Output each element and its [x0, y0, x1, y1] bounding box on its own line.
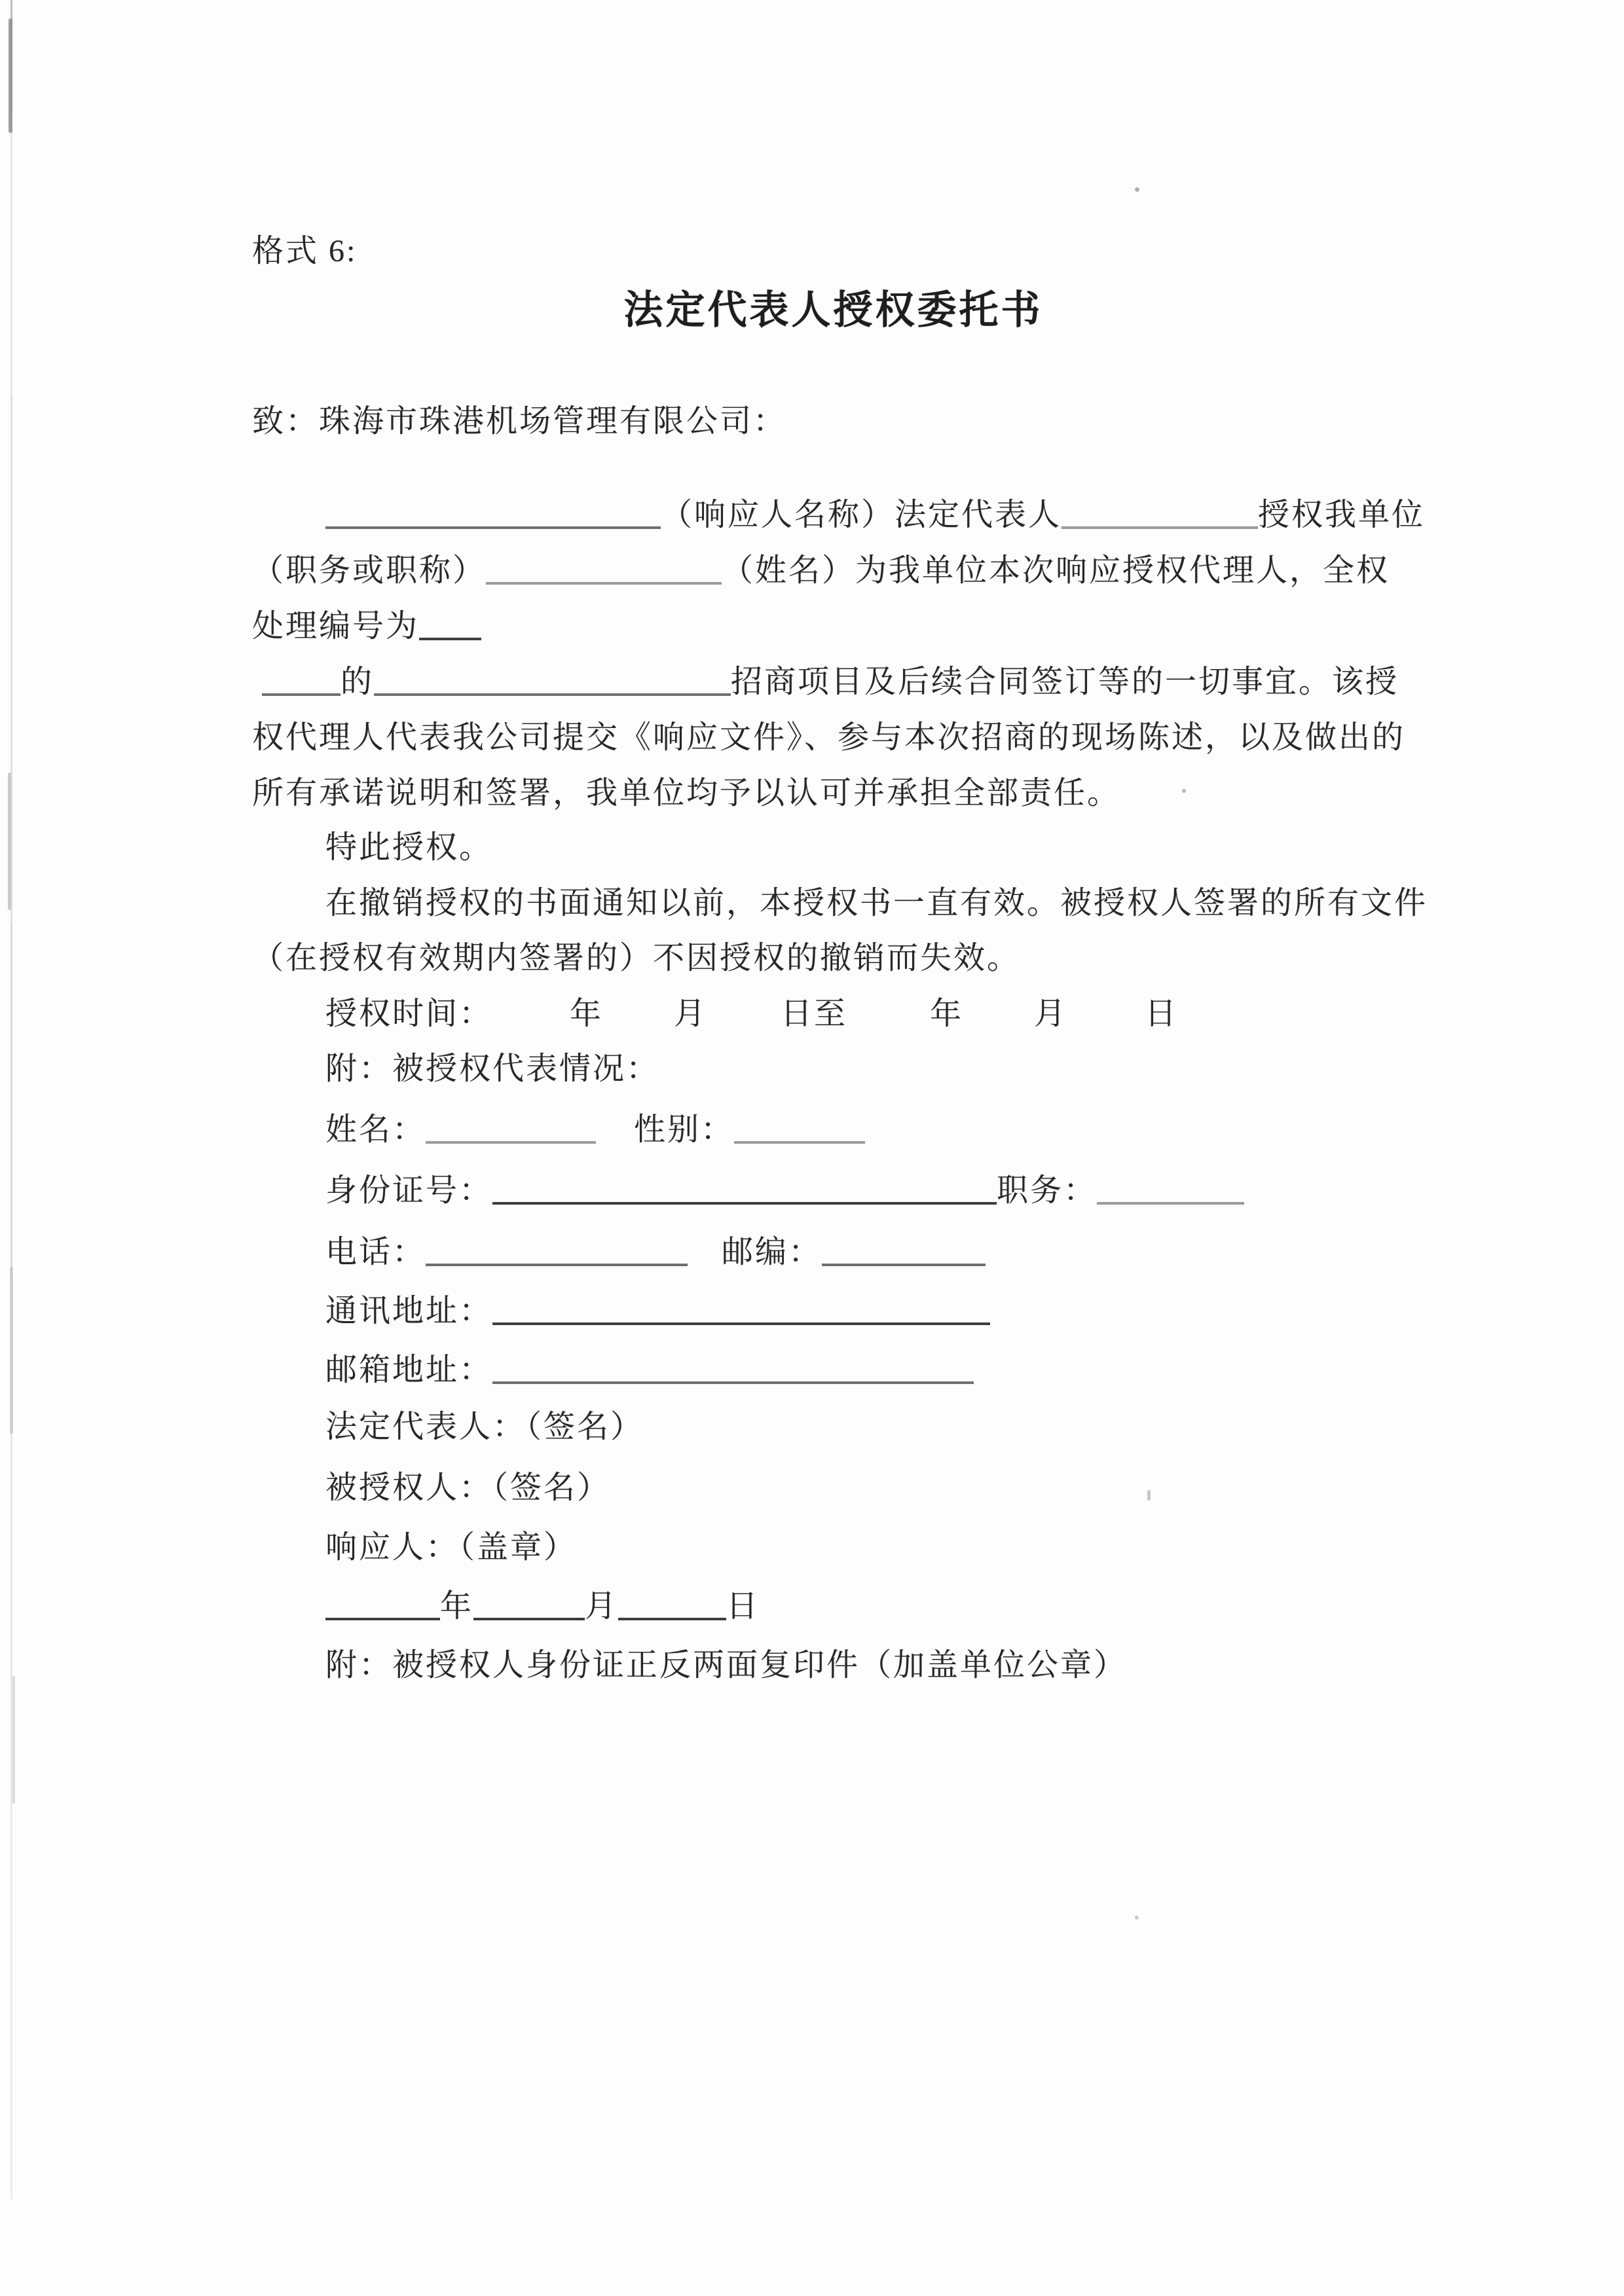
field-row-name-gender: [325, 1109, 865, 1151]
document-title: 法定代表人授权委托书: [623, 288, 1043, 332]
rep-info-heading: 附：被授权代表情况：: [325, 1051, 660, 1086]
para3-validity-line1: 在撤销授权的书面通知以前，本授权书一直有效。被授权人签署的所有文件: [325, 886, 1428, 920]
email-label: 邮箱地址：: [325, 1353, 493, 1387]
scan-edge-smudge: [12, 1676, 15, 1804]
scan-edge-smudge: [9, 18, 12, 133]
blank-legal-rep-name: [1061, 500, 1258, 529]
id-number-label: 身份证号：: [325, 1173, 493, 1208]
blank-number-continued: [262, 667, 341, 696]
of-particle: 的: [341, 665, 375, 699]
scan-speck: [1135, 187, 1139, 192]
authorize-unit-text: 授权我单位: [1258, 498, 1426, 532]
para2-hereby-authorize: 特此授权。: [325, 830, 493, 865]
legal-rep-signature-line: 法定代表人：（签名）: [325, 1410, 644, 1444]
blank-id-number: [492, 1176, 997, 1205]
authorized-person-signature-line: 被授权人：（签名）: [325, 1470, 611, 1505]
auth-time-month2: 月: [1034, 996, 1068, 1031]
blank-position: [1097, 1176, 1244, 1205]
blank-gender: [734, 1115, 865, 1144]
auth-time-day2: 日: [1145, 996, 1179, 1031]
date-day-label: 日: [726, 1589, 760, 1624]
para1-line6: 所有承诺说明和签署，我单位均予以认可并承担全部责任。: [252, 776, 1121, 811]
auth-time-day1-to: 日至: [781, 996, 848, 1031]
blank-date-month: [473, 1592, 585, 1620]
para1-line5: 权代理人代表我公司提交《响应文件》、参与本次招商的现场陈述，以及做出的: [252, 720, 1406, 755]
blank-process-number: [419, 611, 481, 640]
auth-time-month1: 月: [674, 996, 708, 1031]
postcode-label: 邮编：: [722, 1235, 822, 1269]
blank-name: [426, 1115, 596, 1144]
date-year-label: 年: [440, 1589, 474, 1624]
field-row-address: [325, 1290, 990, 1332]
scan-speck: [1147, 1490, 1151, 1501]
blank-respondent-name: [325, 500, 661, 529]
scan-speck: [1182, 789, 1186, 793]
respondent-name-hint: （响应人名称）法定代表人: [661, 498, 1062, 532]
position-hint: （职务或职称）: [252, 553, 487, 588]
name-hint-rest: （姓名）为我单位本次响应授权代理人，全权: [722, 553, 1390, 588]
format-label: 格式 6:: [252, 234, 358, 268]
process-number-prefix: 处理编号为: [252, 609, 420, 644]
blank-address: [492, 1296, 990, 1325]
scan-speck: [1135, 1916, 1139, 1920]
attachment-note: 附：被授权人身份证正反两面复印件（加盖单位公章）: [325, 1648, 1128, 1683]
name-label: 姓名：: [325, 1112, 426, 1147]
blank-postcode: [822, 1237, 986, 1266]
auth-time-year2: 年: [930, 996, 964, 1031]
project-rest: 招商项目及后续合同签订等的一切事宜。该授: [731, 665, 1399, 699]
auth-time-year1: 年: [570, 996, 604, 1031]
scan-edge-smudge: [8, 773, 11, 910]
auth-time-label: 授权时间：: [325, 996, 493, 1031]
para1-line4: [262, 661, 1399, 703]
blank-phone: [426, 1237, 688, 1266]
date-line: [325, 1586, 760, 1628]
auth-time-line: [325, 993, 1178, 1035]
field-row-email: [325, 1349, 974, 1391]
field-row-phone-postcode: [325, 1231, 986, 1273]
field-row-id-position: [325, 1170, 1244, 1212]
blank-project-name: [374, 667, 731, 696]
position-label: 职务：: [997, 1173, 1098, 1208]
respondent-seal-line: 响应人：（盖章）: [325, 1530, 578, 1565]
blank-date-day: [618, 1592, 726, 1620]
blank-email: [492, 1355, 974, 1384]
salutation: 致：珠海市珠港机场管理有限公司：: [252, 404, 787, 439]
blank-date-year: [325, 1592, 440, 1620]
para3-validity-line2: （在授权有效期内签署的）不因授权的撤销而失效。: [252, 941, 1021, 975]
scan-edge-smudge: [10, 1267, 13, 1434]
phone-label: 电话：: [325, 1235, 426, 1269]
para1-line1: [325, 494, 1425, 536]
para1-line3: [252, 606, 481, 647]
address-label: 通讯地址：: [325, 1294, 493, 1328]
gender-label: 性别：: [634, 1112, 735, 1147]
para1-line2: [252, 550, 1390, 592]
date-month-label: 月: [585, 1589, 619, 1624]
blank-agent-position: [486, 556, 722, 585]
